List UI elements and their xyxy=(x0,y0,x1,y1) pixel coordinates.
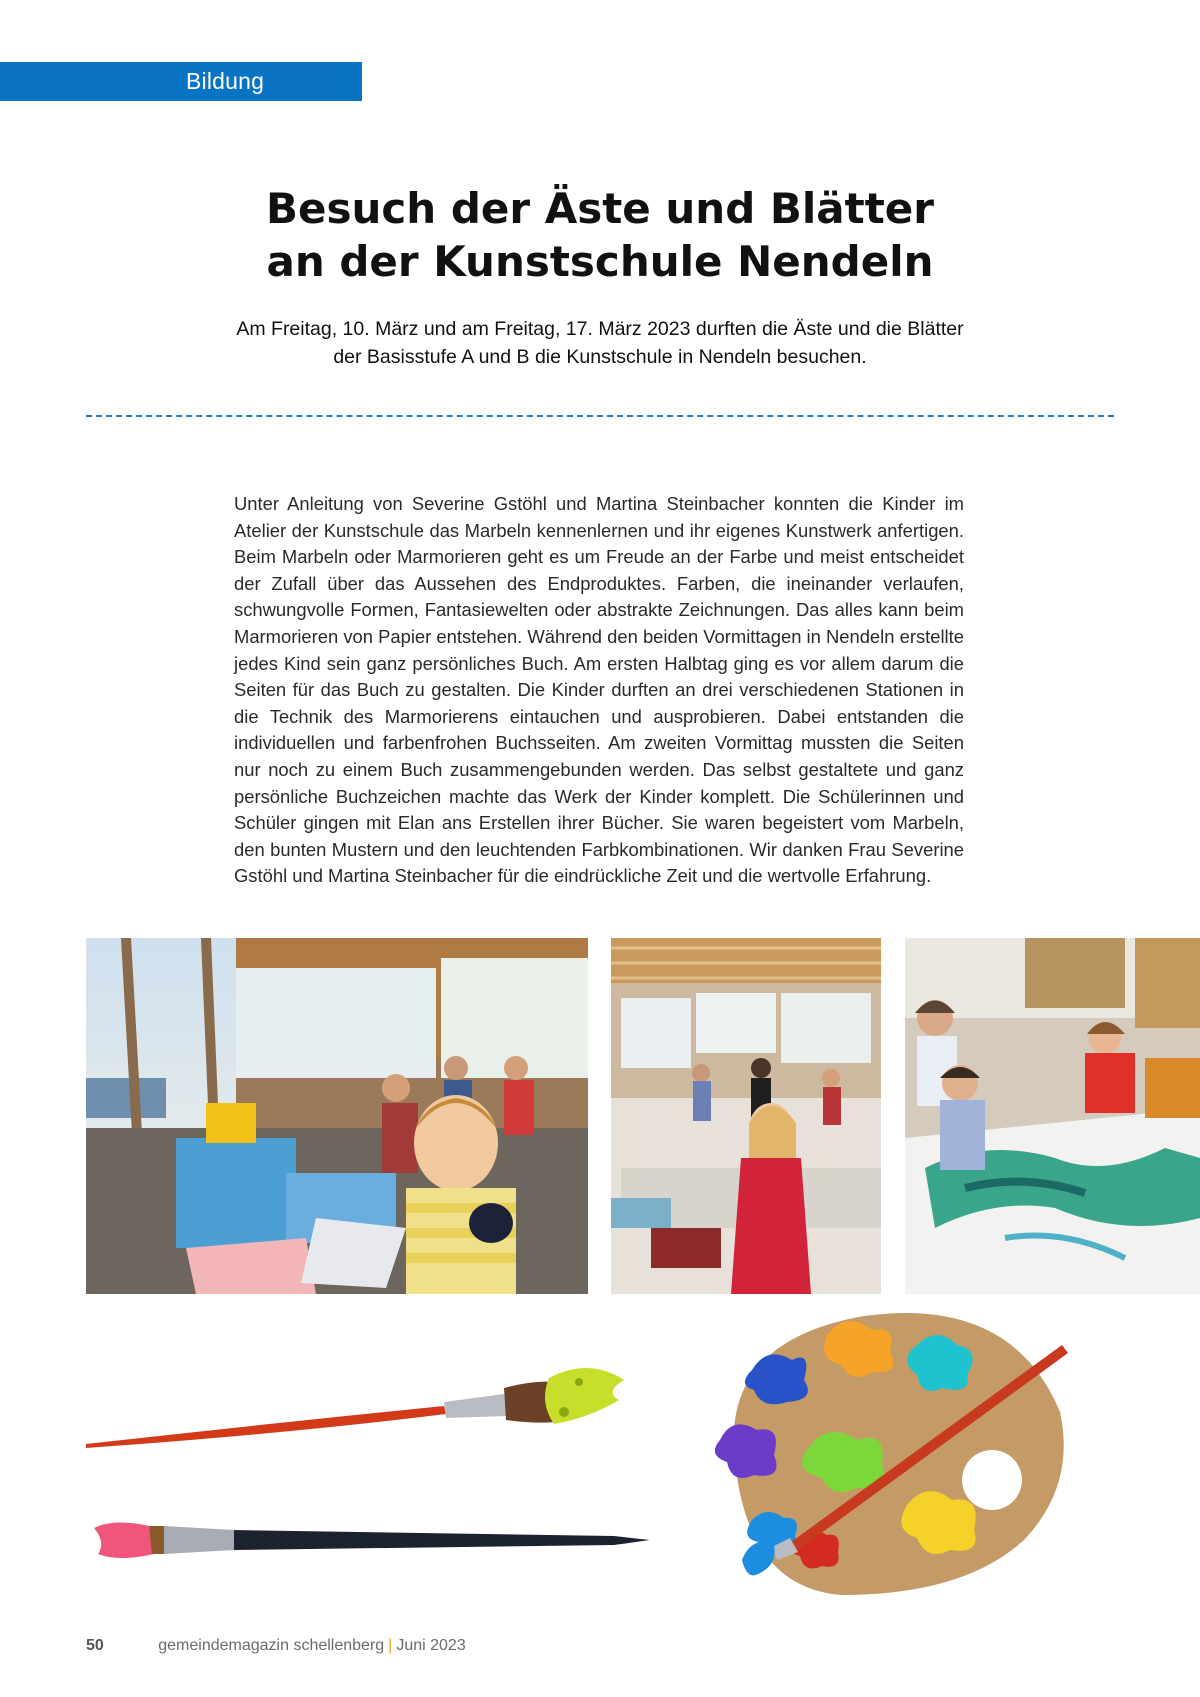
paint-palette xyxy=(692,1290,1092,1620)
paintbrush-pink xyxy=(94,1518,654,1562)
photo-classroom-girl-red xyxy=(611,938,881,1294)
footer-separator: | xyxy=(388,1637,393,1654)
paintbrush-icon xyxy=(84,1352,624,1452)
photo-children-marbling-table xyxy=(905,938,1200,1294)
article-subtitle-line1: Am Freitag, 10. März und am Freitag, 17. März 2023 durften die Äste und die Blätter xyxy=(236,318,964,340)
article-subtitle xyxy=(0,315,1200,371)
palette-icon xyxy=(692,1290,1092,1620)
article-title xyxy=(0,182,1200,288)
paintbrush-icon xyxy=(94,1518,654,1562)
page-footer xyxy=(86,1637,466,1655)
article-body: Unter Anleitung von Severine Gstöhl und Martina Steinbacher konnten die Kinder im Atelier der Kunstschule das Marbeln kennenlernen und ihr eigenes Kunstwerk anfertigen. Beim Marbeln oder Marmorieren geht es um Freude an der Farbe und meist entscheidet der Zufall über das Aussehen des Endproduktes. Farben, die ineinander verlaufen, schwungvolle Formen, Fantasiewelten oder abstrakte Zeichnungen. Das alles kann beim Marmorieren von Papier entstehen. Während den beiden Vormittagen in Nendeln erstellte jedes Kind sein ganz persönliches Buch. Am ersten Halbtag ging es vor allem darum die Seiten für das Buch zu gestalten. Die Kinder durften an drei verschiedenen Stationen in die Technik des Marmorierens eintauchen und ausprobieren. Dabei entstanden die individuellen und farbenfrohen Buchsseiten. Am zweiten Vormittag mussten die Seiten nur noch zu einem Buch zusammengebunden werden. Das selbst gestaltete und ganz persönliche Buchzeichen machte das Werk der Kinder komplett. Die Schülerinnen und Schüler gingen mit Elan ans Erstellen ihrer Bücher. Sie waren begeistert vom Marbeln, den bunten Mustern und den leuchtenden Farbkombinationen. Wir danken Frau Severine Gstöhl und Martina Steinbacher für die eindrückliche Zeit und die wertvolle Erfahrung. xyxy=(234,493,964,887)
section-header-bar xyxy=(0,62,362,101)
section-label: Bildung xyxy=(186,68,265,94)
photo-classroom-boy-window xyxy=(86,938,588,1294)
dashed-divider xyxy=(86,415,1114,417)
publication-name: gemeindemagazin schellenberg xyxy=(158,1637,385,1654)
page-number: 50 xyxy=(86,1637,104,1654)
article-subtitle-line2: der Basisstufe A und B die Kunstschule in Nendeln besuchen. xyxy=(333,346,867,368)
issue-date: Juni 2023 xyxy=(396,1637,466,1654)
paintbrush-green xyxy=(84,1352,624,1452)
article-title-line1: Besuch der Äste und Blätter xyxy=(266,184,934,233)
article-title-line2: an der Kunstschule Nendeln xyxy=(266,237,934,286)
